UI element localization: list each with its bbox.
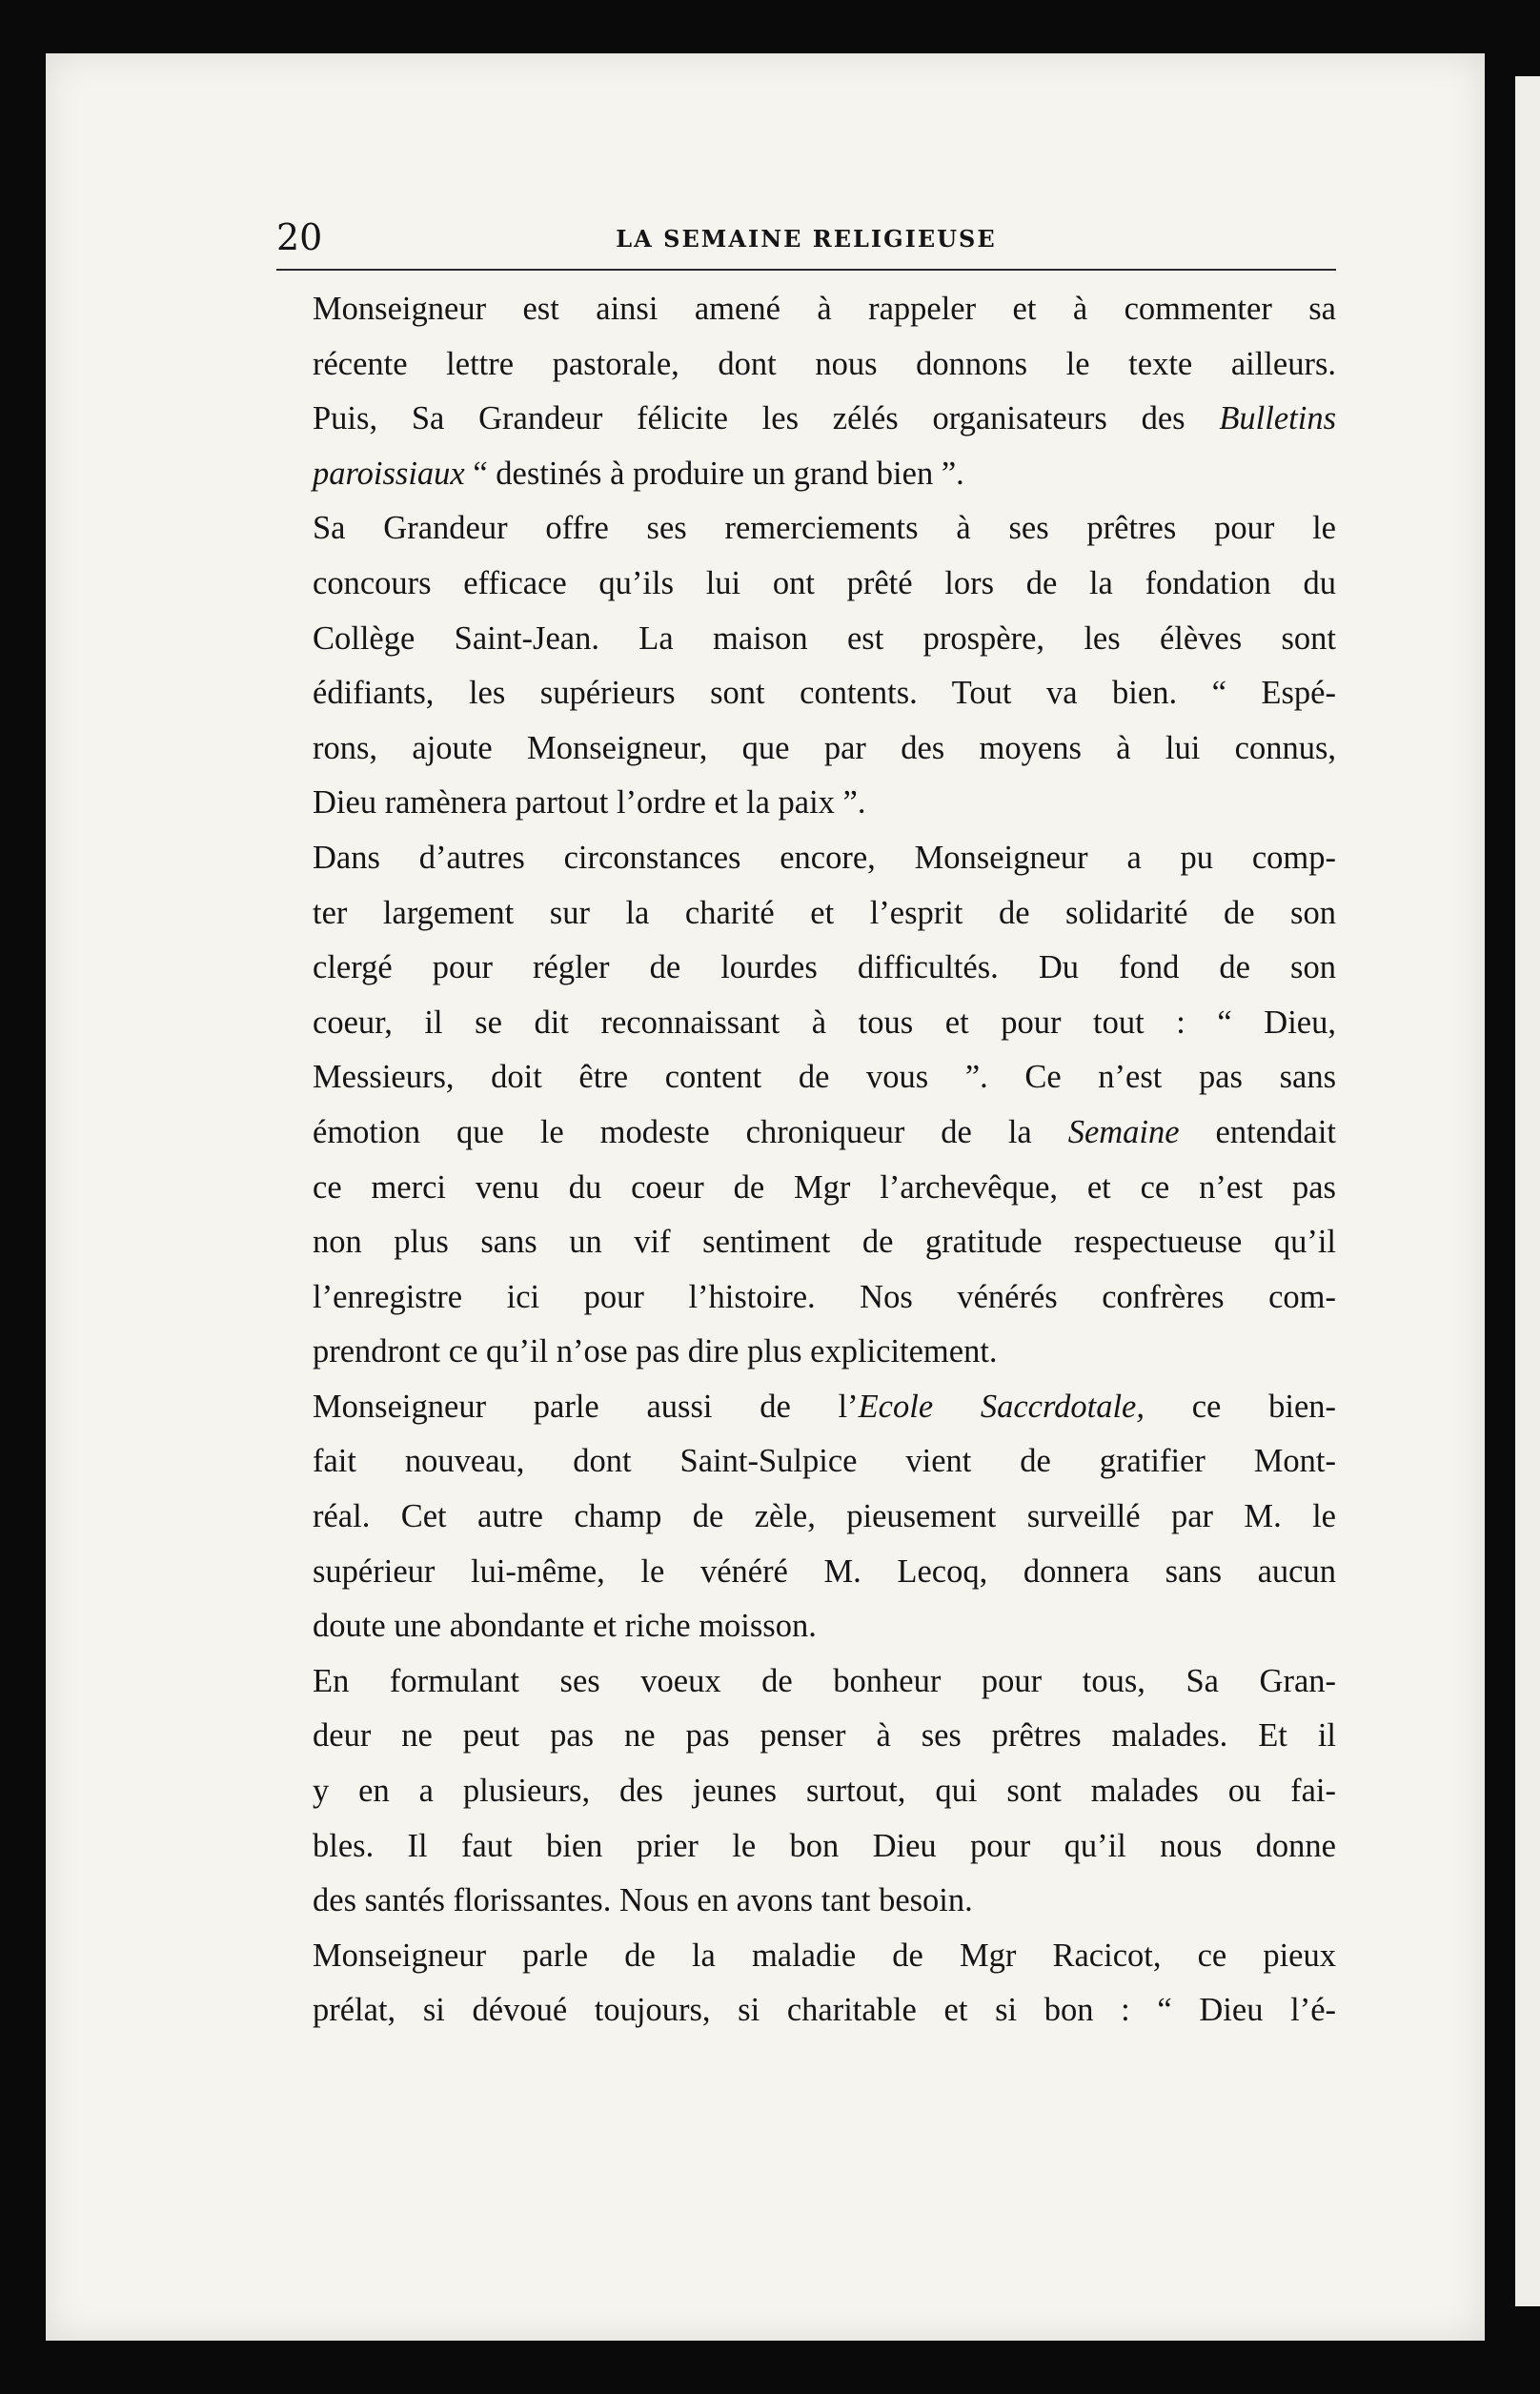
page-content (276, 206, 1336, 2039)
text-line: l’enregistre ici pour l’histoire. Nos vénérés confrères com- (313, 1278, 1336, 1315)
paragraph-3 (276, 831, 1336, 1380)
text-line: supérieur lui-même, le vénéré M. Lecoq, donnera sans aucun (313, 1552, 1336, 1590)
text-line: rons, ajoute Monseigneur, que par des moyens à lui connus, (313, 729, 1336, 766)
text-line: Puis, Sa Grandeur félicite les zélés organisateurs des Bulletins (313, 400, 1336, 437)
text-line: En formulant ses voeux de bonheur pour tous, Sa Gran- (313, 1662, 1336, 1699)
page-number: 20 (276, 216, 323, 258)
text-line: ter largement sur la charité et l’esprit de solidarité de son (313, 894, 1336, 931)
paragraph-6 (276, 1929, 1336, 2039)
text-line: réal. Cet autre champ de zèle, pieusement surveillé par M. le (313, 1498, 1336, 1535)
paragraph-4 (276, 1380, 1336, 1654)
text-line: Monseigneur parle de la maladie de Mgr Racicot, ce pieux (313, 1937, 1336, 1974)
text-line: clergé pour régler de lourdes difficultés. Du fond de son (313, 949, 1336, 986)
text-line: Monseigneur est ainsi amené à rappeler et à commenter sa (313, 291, 1336, 327)
text-line: fait nouveau, dont Saint-Sulpice vient de gratifier Mont- (313, 1443, 1336, 1480)
body-text (276, 271, 1336, 2039)
page-header (276, 206, 1336, 271)
text-line: Dieu ramènera partout l’ordre et la paix ”. (313, 784, 866, 822)
adjacent-page-edge (1515, 76, 1540, 2306)
paragraph-1 (276, 282, 1336, 501)
text-line: deur ne peut pas ne pas penser à ses prêtres malades. Et il (313, 1717, 1336, 1755)
text-line: ce merci venu du coeur de Mgr l’archevêque, et ce n’est pas (313, 1168, 1336, 1206)
text-line: des santés florissantes. Nous en avons tant besoin. (313, 1882, 973, 1919)
text-line: prendront ce qu’il n’ose pas dire plus explicitement. (313, 1333, 998, 1370)
text-line: bles. Il faut bien prier le bon Dieu pour qu’il nous donne (313, 1827, 1336, 1864)
text-line: y en a plusieurs, des jeunes surtout, qui sont malades ou fai- (313, 1773, 1336, 1810)
text-line: doute une abondante et riche moisson. (313, 1608, 817, 1645)
text-line: émotion que le modeste chroniqueur de la Semaine entendait (313, 1113, 1336, 1150)
text-line: concours efficace qu’ils lui ont prêté lors de la fondation du (313, 564, 1336, 601)
text-line: non plus sans un vif sentiment de gratitude respectueuse qu’il (313, 1224, 1336, 1261)
text-line: Collège Saint-Jean. La maison est prospère, les élèves sont (313, 619, 1336, 657)
text-line: édifiants, les supérieurs sont contents. Tout va bien. “ Espé- (313, 675, 1336, 712)
text-line: prélat, si dévoué toujours, si charitable et si bon : “ Dieu l’é- (313, 1992, 1336, 2029)
running-title: LA SEMAINE RELIGIEUSE (616, 225, 997, 253)
paragraph-5 (276, 1654, 1336, 1929)
text-line: Monseigneur parle aussi de l’Ecole Saccrdotale, ce bien- (313, 1388, 1336, 1425)
text-line: Messieurs, doit être content de vous ”. Ce n’est pas sans (313, 1059, 1336, 1096)
text-line: coeur, il se dit reconnaissant à tous et pour tout : “ Dieu, (313, 1004, 1336, 1041)
text-line: récente lettre pastorale, dont nous donnons le texte ailleurs. (313, 345, 1336, 382)
text-line: Sa Grandeur offre ses remerciements à ses prêtres pour le (313, 510, 1336, 547)
text-line: paroissiaux “ destinés à produire un grand bien ”. (313, 455, 964, 492)
text-line: Dans d’autres circonstances encore, Monseigneur a pu comp- (313, 839, 1336, 876)
paragraph-2 (276, 501, 1336, 831)
